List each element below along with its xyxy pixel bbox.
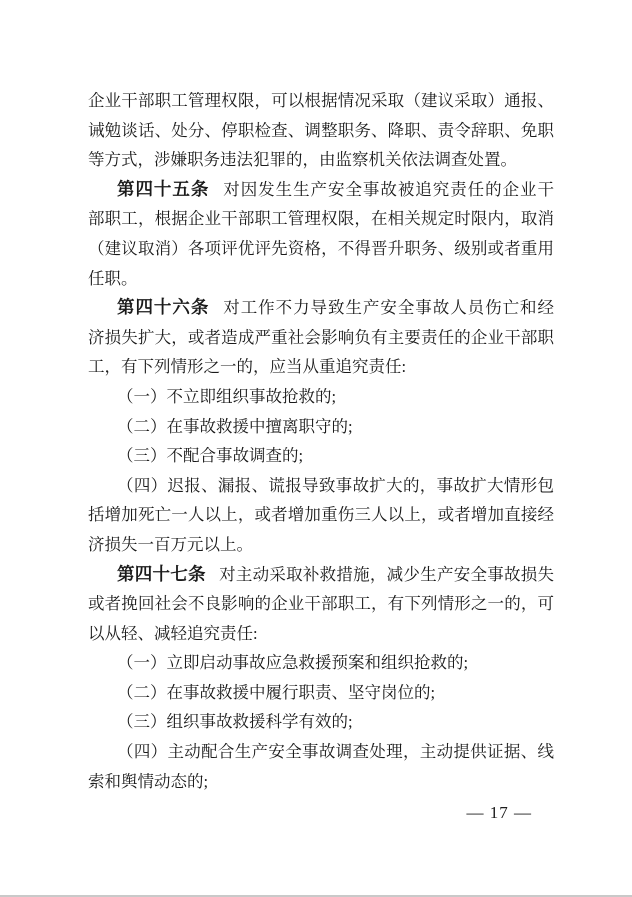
article-number: 第四十七条: [117, 563, 206, 584]
article-46-item-4-line: 括增加死亡一人以上，或者增加重伤三人以上，或者增加直接经: [88, 505, 554, 525]
article-46-item-2-line: （二）在事故救援中擅离职守的;: [117, 416, 353, 436]
article-45-line: （建议取消）各项评优评先资格，不得晋升职务、级别或者重用: [88, 238, 554, 258]
article-45-line: 任职。: [88, 268, 138, 288]
article-47-item-4-line: （四）主动配合生产安全事故调查处理，主动提供证据、线: [117, 742, 554, 762]
document-body: [88, 86, 554, 796]
article-46-line: 济损失扩大，或者造成严重社会影响负有主要责任的企业干部职: [88, 327, 554, 347]
article-47-line: [88, 560, 554, 590]
article-45-line: [88, 175, 554, 205]
article-text: 对主动采取补救措施，减少生产安全事故损失: [218, 564, 555, 584]
article-46-item-1-line: （一）不立即组织事故抢救的;: [117, 386, 337, 406]
article-45-line: 部职工，根据企业干部职工管理权限，在相关规定时限内，取消: [88, 209, 554, 229]
article-47-item-3-line: （三）组织事故救援科学有效的;: [117, 712, 353, 732]
article-47-line: 以从轻、减轻追究责任:: [88, 623, 258, 643]
article-number: 第四十五条: [117, 178, 210, 199]
article-46-line: 工，有下列情形之一的，应当从重追究责任:: [88, 357, 407, 377]
paragraph-continuation-line: 等方式，涉嫌职务违法犯罪的，由监察机关依法调查处置。: [88, 150, 517, 170]
paragraph-continuation-line: 诫勉谈话、处分、停职检查、调整职务、降职、责令辞职、免职: [88, 120, 554, 140]
article-text: 对工作不力导致生产安全事故人员伤亡和经: [222, 298, 555, 318]
article-47-item-2-line: （二）在事故救援中履行职责、坚守岗位的;: [117, 682, 436, 702]
article-text: 对因发生生产安全事故被追究责任的企业干: [222, 179, 555, 199]
article-47-line: 或者挽回社会不良影响的企业干部职工，有下列情形之一的，可: [88, 594, 554, 614]
paragraph-continuation-line: 企业干部职工管理权限，可以根据情况采取（建议采取）通报、: [88, 91, 554, 110]
article-46-item-4-line: （四）迟报、漏报、谎报导致事故扩大的，事故扩大情形包: [117, 475, 554, 495]
article-46-line: [88, 293, 554, 323]
article-47-item-4-line: 索和舆情动态的;: [88, 771, 209, 791]
article-46-item-4-line: 济损失一百万元以上。: [88, 534, 253, 554]
article-number: 第四十六条: [117, 297, 210, 318]
page-number: — 17 —: [466, 803, 532, 822]
article-46-item-3-line: （三）不配合事故调查的;: [117, 446, 304, 466]
article-47-item-1-line: （一）立即启动事故应急救援预案和组织抢救的;: [117, 653, 469, 673]
